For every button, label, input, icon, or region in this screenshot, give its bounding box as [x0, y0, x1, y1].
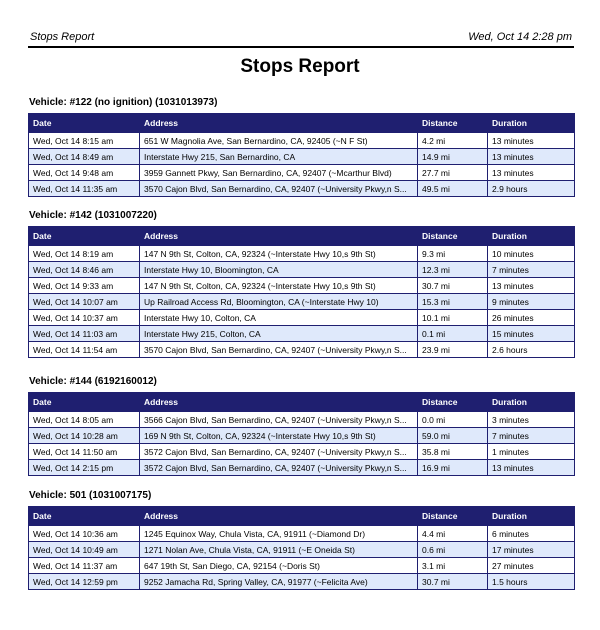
column-header-address: Address — [140, 393, 418, 412]
cell-distance: 10.1 mi — [418, 310, 488, 326]
cell-distance: 4.2 mi — [418, 133, 488, 149]
cell-distance: 9.3 mi — [418, 246, 488, 262]
cell-date: Wed, Oct 14 10:28 am — [29, 428, 140, 444]
cell-address: Up Railroad Access Rd, Bloomington, CA (~Interstate Hwy 10) — [140, 294, 418, 310]
cell-duration: 26 minutes — [488, 310, 575, 326]
column-header-distance: Distance — [418, 227, 488, 246]
table-row — [29, 342, 575, 358]
cell-distance: 12.3 mi — [418, 262, 488, 278]
cell-duration: 13 minutes — [488, 133, 575, 149]
column-header-address: Address — [140, 114, 418, 133]
table-row — [29, 326, 575, 342]
table-row — [29, 542, 575, 558]
cell-date: Wed, Oct 14 10:37 am — [29, 310, 140, 326]
column-header-duration: Duration — [488, 507, 575, 526]
cell-date: Wed, Oct 14 11:35 am — [29, 181, 140, 197]
table-row — [29, 460, 575, 476]
cell-duration: 6 minutes — [488, 526, 575, 542]
cell-distance: 16.9 mi — [418, 460, 488, 476]
cell-distance: 27.7 mi — [418, 165, 488, 181]
cell-distance: 30.7 mi — [418, 574, 488, 590]
table-row — [29, 246, 575, 262]
column-header-date: Date — [29, 114, 140, 133]
vehicle-section — [28, 210, 574, 358]
column-header-duration: Duration — [488, 227, 575, 246]
table-row — [29, 428, 575, 444]
cell-date: Wed, Oct 14 11:37 am — [29, 558, 140, 574]
cell-date: Wed, Oct 14 8:46 am — [29, 262, 140, 278]
column-header-address: Address — [140, 227, 418, 246]
cell-distance: 4.4 mi — [418, 526, 488, 542]
cell-date: Wed, Oct 14 11:03 am — [29, 326, 140, 342]
cell-address: 647 19th St, San Diego, CA, 92154 (~Doris St) — [140, 558, 418, 574]
cell-date: Wed, Oct 14 2:15 pm — [29, 460, 140, 476]
vehicle-section — [28, 97, 574, 197]
column-header-distance: Distance — [418, 507, 488, 526]
vehicle-section — [28, 490, 574, 590]
cell-address: Interstate Hwy 10, Bloomington, CA — [140, 262, 418, 278]
cell-duration: 13 minutes — [488, 278, 575, 294]
cell-address: 169 N 9th St, Colton, CA, 92324 (~Interstate Hwy 10,s 9th St) — [140, 428, 418, 444]
cell-duration: 1.5 hours — [488, 574, 575, 590]
cell-date: Wed, Oct 14 8:15 am — [29, 133, 140, 149]
table-header-row — [29, 507, 575, 526]
cell-address: 3572 Cajon Blvd, San Bernardino, CA, 92407 (~University Pkwy,n S... — [140, 460, 418, 476]
column-header-address: Address — [140, 507, 418, 526]
cell-duration: 15 minutes — [488, 326, 575, 342]
cell-duration: 17 minutes — [488, 542, 575, 558]
column-header-date: Date — [29, 393, 140, 412]
cell-distance: 3.1 mi — [418, 558, 488, 574]
cell-address: 1245 Equinox Way, Chula Vista, CA, 91911 (~Diamond Dr) — [140, 526, 418, 542]
cell-address: 9252 Jamacha Rd, Spring Valley, CA, 91977 (~Felicita Ave) — [140, 574, 418, 590]
table-row — [29, 149, 575, 165]
cell-date: Wed, Oct 14 9:33 am — [29, 278, 140, 294]
report-title: Stops Report — [240, 56, 360, 77]
column-header-distance: Distance — [418, 393, 488, 412]
cell-address: Interstate Hwy 10, Colton, CA — [140, 310, 418, 326]
cell-address: Interstate Hwy 215, Colton, CA — [140, 326, 418, 342]
table-row — [29, 165, 575, 181]
vehicle-title: Vehicle: #142 (1031007220) — [29, 210, 157, 221]
cell-duration: 27 minutes — [488, 558, 575, 574]
cell-distance: 14.9 mi — [418, 149, 488, 165]
cell-address: 1271 Nolan Ave, Chula Vista, CA, 91911 (~E Oneida St) — [140, 542, 418, 558]
cell-duration: 1 minutes — [488, 444, 575, 460]
cell-date: Wed, Oct 14 8:19 am — [29, 246, 140, 262]
cell-distance: 0.6 mi — [418, 542, 488, 558]
cell-duration: 7 minutes — [488, 262, 575, 278]
column-header-date: Date — [29, 227, 140, 246]
page-header — [28, 30, 574, 48]
stops-table — [28, 392, 575, 476]
table-row — [29, 294, 575, 310]
cell-duration: 13 minutes — [488, 149, 575, 165]
cell-duration: 7 minutes — [488, 428, 575, 444]
cell-address: 3566 Cajon Blvd, San Bernardino, CA, 92407 (~University Pkwy,n S... — [140, 412, 418, 428]
header-report-name: Stops Report — [30, 31, 95, 43]
cell-address: 3959 Gannett Pkwy, San Bernardino, CA, 92407 (~Mcarthur Blvd) — [140, 165, 418, 181]
column-header-duration: Duration — [488, 114, 575, 133]
table-row — [29, 558, 575, 574]
column-header-date: Date — [29, 507, 140, 526]
cell-distance: 23.9 mi — [418, 342, 488, 358]
table-header-row — [29, 393, 575, 412]
cell-date: Wed, Oct 14 8:49 am — [29, 149, 140, 165]
table-row — [29, 444, 575, 460]
cell-address: 147 N 9th St, Colton, CA, 92324 (~Interstate Hwy 10,s 9th St) — [140, 278, 418, 294]
column-header-distance: Distance — [418, 114, 488, 133]
cell-duration: 13 minutes — [488, 460, 575, 476]
vehicle-title: Vehicle: 501 (1031007175) — [29, 490, 152, 501]
cell-address: 3570 Cajon Blvd, San Bernardino, CA, 92407 (~University Pkwy,n S... — [140, 181, 418, 197]
table-row — [29, 526, 575, 542]
vehicle-title: Vehicle: #144 (6192160012) — [29, 376, 157, 387]
table-header-row — [29, 227, 575, 246]
stops-table — [28, 506, 575, 590]
cell-duration: 3 minutes — [488, 412, 575, 428]
cell-distance: 59.0 mi — [418, 428, 488, 444]
header-timestamp: Wed, Oct 14 2:28 pm — [468, 31, 572, 43]
cell-distance: 49.5 mi — [418, 181, 488, 197]
cell-date: Wed, Oct 14 9:48 am — [29, 165, 140, 181]
stops-table — [28, 113, 575, 197]
cell-date: Wed, Oct 14 8:05 am — [29, 412, 140, 428]
cell-address: 3572 Cajon Blvd, San Bernardino, CA, 92407 (~University Pkwy,n S... — [140, 444, 418, 460]
table-row — [29, 574, 575, 590]
cell-duration: 10 minutes — [488, 246, 575, 262]
cell-date: Wed, Oct 14 10:07 am — [29, 294, 140, 310]
cell-duration: 9 minutes — [488, 294, 575, 310]
cell-distance: 0.0 mi — [418, 412, 488, 428]
cell-distance: 0.1 mi — [418, 326, 488, 342]
table-header-row — [29, 114, 575, 133]
cell-address: 3570 Cajon Blvd, San Bernardino, CA, 92407 (~University Pkwy,n S... — [140, 342, 418, 358]
vehicle-section — [28, 376, 574, 476]
cell-address: Interstate Hwy 215, San Bernardino, CA — [140, 149, 418, 165]
vehicle-title: Vehicle: #122 (no ignition) (1031013973) — [29, 97, 218, 108]
cell-duration: 13 minutes — [488, 165, 575, 181]
cell-duration: 2.9 hours — [488, 181, 575, 197]
cell-address: 651 W Magnolia Ave, San Bernardino, CA, 92405 (~N F St) — [140, 133, 418, 149]
cell-address: 147 N 9th St, Colton, CA, 92324 (~Interstate Hwy 10,s 9th St) — [140, 246, 418, 262]
cell-distance: 35.8 mi — [418, 444, 488, 460]
table-row — [29, 133, 575, 149]
cell-date: Wed, Oct 14 11:50 am — [29, 444, 140, 460]
cell-date: Wed, Oct 14 10:36 am — [29, 526, 140, 542]
stops-table — [28, 226, 575, 358]
table-row — [29, 278, 575, 294]
cell-date: Wed, Oct 14 12:59 pm — [29, 574, 140, 590]
table-row — [29, 181, 575, 197]
column-header-duration: Duration — [488, 393, 575, 412]
table-row — [29, 310, 575, 326]
cell-duration: 2.6 hours — [488, 342, 575, 358]
table-row — [29, 262, 575, 278]
table-row — [29, 412, 575, 428]
cell-distance: 15.3 mi — [418, 294, 488, 310]
cell-distance: 30.7 mi — [418, 278, 488, 294]
cell-date: Wed, Oct 14 10:49 am — [29, 542, 140, 558]
cell-date: Wed, Oct 14 11:54 am — [29, 342, 140, 358]
